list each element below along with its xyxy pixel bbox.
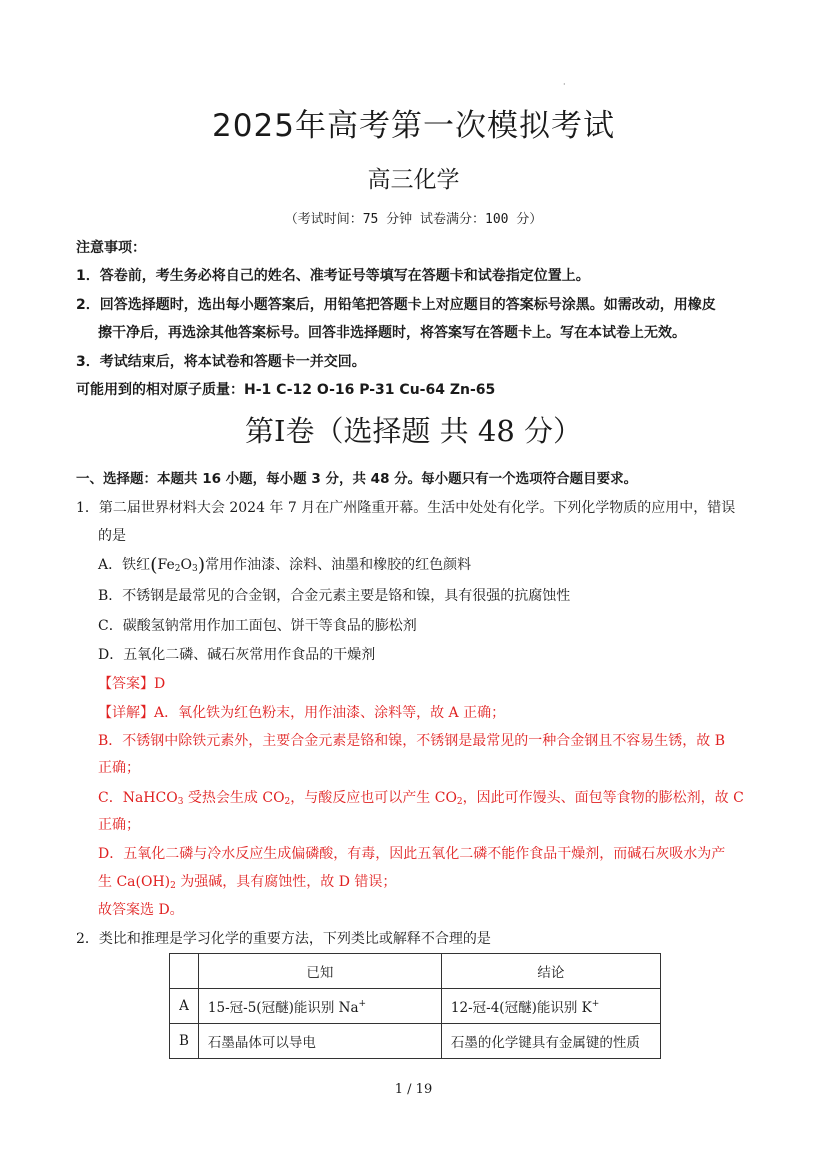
section-title: 第I卷（选择题 共 48 分）	[244, 414, 582, 448]
detail-label: 【详解】	[98, 705, 154, 721]
exam-title: 2025年高考第一次模拟考试	[212, 108, 615, 144]
q1-option-d: D．五氧化二磷、碱石灰常用作食品的干燥剂	[98, 647, 376, 663]
known-sup: +	[358, 999, 367, 1009]
q1-detail-c-line-2: 正确；	[98, 817, 140, 833]
formula-fe: Fe	[157, 557, 175, 573]
conclusion-text: 12-冠-4(冠醚)能识别 K	[450, 1000, 592, 1016]
detail-d-part-2: 为强碱，具有腐蚀性，故 D 错误；	[175, 874, 397, 890]
detail-c-part-2: 受热会生成 CO	[183, 790, 285, 806]
q1-stem-line-1: 1．第二届世界材料大会 2024 年 7 月在广州隆重开幕。生活中处处有化学。下列化学物质的应用中，错误	[76, 500, 736, 516]
note-item-2-line-2: 擦干净后，再选涂其他答案标号。回答非选择题时，将答案写在答题卡上。写在本试卷上无效。	[98, 325, 686, 341]
detail-d-sub: 2	[170, 881, 176, 891]
q1-option-b: B．不锈钢是最常见的合金钢，合金元素主要是铬和镍，具有很强的抗腐蚀性	[98, 588, 571, 604]
table-header-cell	[170, 954, 199, 989]
q1-detail-a	[98, 702, 505, 722]
note-item-2-line-1: 2．回答选择题时，选出每小题答案后，用铅笔把答题卡上对应题目的答案标号涂黑。如需改动，用橡皮	[76, 297, 716, 313]
section-instruction: 一、选择题：本题共 16 小题，每小题 3 分，共 48 分。每小题只有一个选项符合题目要求。	[76, 471, 638, 487]
detail-d-part-1: 生 Ca(OH)	[98, 874, 171, 890]
page-mark: ·	[563, 80, 566, 89]
known-text: 15-冠-5(冠醚)能识别 Na	[207, 1000, 359, 1016]
row-conclusion: 石墨的化学键具有金属键的性质	[441, 1024, 660, 1059]
table-header-cell: 已知	[198, 954, 441, 989]
row-conclusion	[441, 989, 660, 1024]
formula-sub-2: 2	[174, 564, 181, 574]
row-known: 石墨晶体可以导电	[198, 1024, 441, 1059]
q1-option-a-suffix: 常用作油漆、涂料、油墨和橡胶的红色颜料	[205, 557, 472, 573]
detail-c-part-4: ，因此可作馒头、面包等食物的膨松剂，故 C	[462, 790, 744, 806]
exam-subject: 高三化学	[367, 167, 460, 193]
page-number: 1 / 19	[394, 1082, 433, 1097]
q1-detail-d-line-1: D．五氧化二磷与冷水反应生成偏磷酸，有毒，因此五氧化二磷不能作食品干燥剂，而碱石灰吸水为产	[98, 846, 726, 862]
q1-option-a-prefix: A．铁红	[98, 557, 151, 573]
exam-info: （考试时间：75 分钟 试卷满分：100 分）	[284, 212, 543, 227]
paren-close: )	[197, 554, 206, 576]
detail-c-sub-3: 2	[456, 797, 463, 807]
q2-table	[169, 953, 661, 1059]
q1-answer: 【答案】D	[98, 676, 166, 692]
notes-heading: 注意事项：	[76, 240, 146, 256]
detail-c-sub-1: 3	[177, 797, 184, 807]
detail-c-part-3: ，与酸反应也可以产生 CO	[290, 790, 457, 806]
table-row	[170, 989, 661, 1024]
row-known	[198, 989, 441, 1024]
conclusion-sup: +	[591, 999, 600, 1009]
detail-c-sub-2: 2	[284, 797, 291, 807]
q2-stem: 2．类比和推理是学习化学的重要方法，下列类比或解释不合理的是	[76, 931, 491, 947]
detail-c-part-1: C．NaHCO	[98, 790, 178, 806]
formula-sub-3: 3	[192, 564, 198, 574]
table-row	[170, 1024, 661, 1059]
q1-detail-c-line-1	[98, 787, 744, 807]
table-header-row	[170, 954, 661, 989]
q1-stem-line-2: 的是	[98, 528, 126, 544]
q1-detail-d-line-2	[98, 871, 396, 891]
q1-option-a	[98, 554, 471, 576]
note-item-3: 3．考试结束后，将本试卷和答题卡一并交回。	[76, 354, 366, 370]
paren-open: (	[150, 554, 158, 576]
table-header-cell: 结论	[441, 954, 660, 989]
q1-option-c: C．碳酸氢钠常用作加工面包、饼干等食品的膨松剂	[98, 618, 417, 634]
note-item-1: 1．答卷前，考生务必将自己的姓名、准考证号等填写在答题卡和试卷指定位置上。	[76, 268, 590, 284]
row-label: A	[170, 989, 199, 1024]
q1-detail-b-line-2: 正确；	[98, 760, 140, 776]
detail-a-text: A．氧化铁为红色粉末，用作油漆、涂料等，故 A 正确；	[154, 705, 506, 721]
row-label: B	[170, 1024, 199, 1059]
atomic-masses: 可能用到的相对原子质量：H-1 C-12 O-16 P-31 Cu-64 Zn-65	[76, 382, 496, 398]
q1-detail-b-line-1: B．不锈钢中除铁元素外，主要合金元素是铬和镍，不锈钢是最常见的一种合金钢且不容易生锈，故 B	[98, 733, 726, 749]
formula-o: O	[180, 557, 192, 573]
q1-conclusion: 故答案选 D。	[98, 902, 184, 918]
